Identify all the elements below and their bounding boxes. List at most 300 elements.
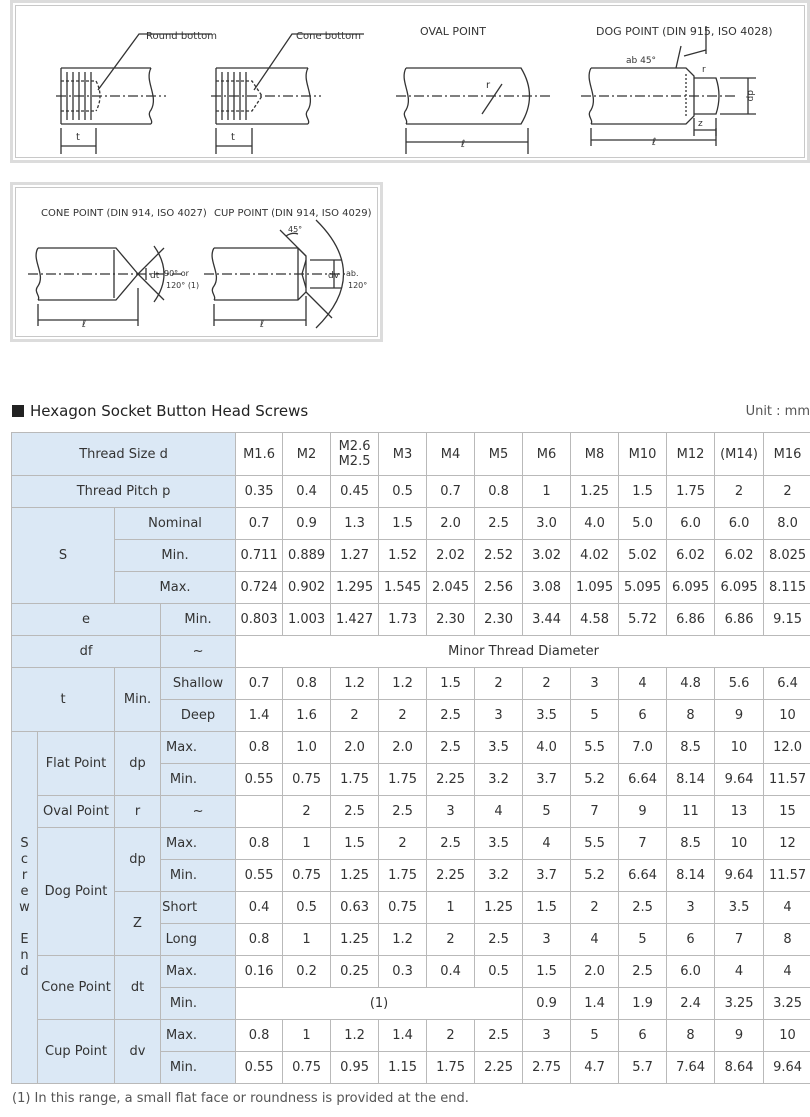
deep-header: Deep: [161, 700, 236, 732]
value-cell: 5: [619, 924, 667, 956]
e-header: e: [12, 604, 161, 636]
size-cell: M1.6: [236, 433, 283, 476]
value-cell: 2.4: [667, 988, 715, 1020]
value-cell: 1.5: [427, 668, 475, 700]
value-cell: 5.095: [619, 572, 667, 604]
value-cell: 1.15: [379, 1052, 427, 1084]
cone-min-header: Min.: [161, 988, 236, 1020]
value-cell: 3.5: [523, 700, 571, 732]
value-cell: 0.75: [283, 860, 331, 892]
value-cell: 1.5: [523, 956, 571, 988]
value-cell: 0.95: [331, 1052, 379, 1084]
value-cell: 8.025: [764, 540, 810, 572]
value-cell: 2: [715, 476, 764, 508]
value-cell: 4.7: [571, 1052, 619, 1084]
value-cell: 1: [283, 1020, 331, 1052]
value-cell: 0.8: [236, 1020, 283, 1052]
value-cell: 4.0: [571, 508, 619, 540]
value-cell: 2: [379, 700, 427, 732]
size-cell-double: [331, 433, 379, 476]
value-cell: 0.902: [283, 572, 331, 604]
value-cell: 0.75: [379, 892, 427, 924]
value-cell: 0.35: [236, 476, 283, 508]
value-cell: 3: [523, 924, 571, 956]
value-cell: 0.4: [236, 892, 283, 924]
table-row: [12, 540, 810, 572]
r-label-dog: r: [702, 65, 706, 75]
value-cell: 3: [475, 700, 523, 732]
thread-pitch-header: Thread Pitch p: [12, 476, 236, 508]
value-cell: 6.02: [715, 540, 764, 572]
value-cell: 10: [764, 700, 810, 732]
value-cell: 9: [715, 1020, 764, 1052]
value-cell: 1.9: [619, 988, 667, 1020]
dog-point-title: DOG POINT (DIN 915, ISO 4028): [596, 25, 773, 38]
value-cell: 2.30: [427, 604, 475, 636]
value-cell: 2.5: [475, 508, 523, 540]
spec-table: [11, 432, 810, 1084]
value-cell: 8.115: [764, 572, 810, 604]
table-row: [12, 828, 810, 860]
section-title: [12, 402, 308, 420]
value-cell: 5.5: [571, 828, 619, 860]
value-cell: 0.9: [523, 988, 571, 1020]
s-min-header: Min.: [115, 540, 236, 572]
dog-point-header: Dog Point: [38, 828, 115, 956]
dv-label: dv: [328, 271, 340, 281]
value-cell: 0.5: [475, 956, 523, 988]
size-cell: M3: [379, 433, 427, 476]
t-header: t: [12, 668, 115, 732]
figure-frame: [15, 5, 805, 158]
figure-point-types-1: [10, 0, 810, 163]
s-max-header: Max.: [115, 572, 236, 604]
size-cell: M2: [283, 433, 331, 476]
dp-label: dp: [745, 90, 755, 102]
value-cell: 3.25: [764, 988, 810, 1020]
value-cell: 2: [427, 1020, 475, 1052]
minor-thread-diameter-cell: Minor Thread Diameter: [236, 636, 810, 668]
value-cell: 7.0: [619, 732, 667, 764]
value-cell: 1.2: [331, 1020, 379, 1052]
value-cell: 0.5: [379, 476, 427, 508]
cup-dv-header: dv: [115, 1020, 161, 1084]
value-cell: 0.16: [236, 956, 283, 988]
value-cell: 2.045: [427, 572, 475, 604]
value-cell: 0.889: [283, 540, 331, 572]
value-cell: 0.45: [331, 476, 379, 508]
value-cell: 0.8: [236, 828, 283, 860]
value-cell: 4: [619, 668, 667, 700]
ab-120-label: 120°: [348, 281, 368, 290]
value-cell: 6.4: [764, 668, 810, 700]
value-cell: 2.56: [475, 572, 523, 604]
value-cell: 1.75: [427, 1052, 475, 1084]
value-cell: 3: [571, 668, 619, 700]
value-cell: 0.4: [427, 956, 475, 988]
value-cell: 2.5: [427, 700, 475, 732]
value-cell: 4.8: [667, 668, 715, 700]
cone-max-header: Max.: [161, 956, 236, 988]
flat-min-header: Min.: [161, 764, 236, 796]
value-cell: 1.4: [236, 700, 283, 732]
size-cell: M8: [571, 433, 619, 476]
value-cell: 3: [427, 796, 475, 828]
cup-point-header: Cup Point: [38, 1020, 115, 1084]
length-l-label-3: ℓ: [82, 319, 87, 330]
depth-t-label-2: t: [231, 132, 235, 143]
value-cell: 7: [571, 796, 619, 828]
value-cell: 5.6: [715, 668, 764, 700]
value-cell: 8.64: [715, 1052, 764, 1084]
value-cell: 3.02: [523, 540, 571, 572]
value-cell: 1.0: [283, 732, 331, 764]
figure-frame: [15, 187, 378, 337]
value-cell: 7: [619, 828, 667, 860]
value-cell: 2: [475, 668, 523, 700]
value-cell: 0.724: [236, 572, 283, 604]
table-row: [12, 732, 810, 764]
point-types-drawing-2: [16, 188, 381, 340]
value-cell: 8.5: [667, 828, 715, 860]
value-cell: 2: [523, 668, 571, 700]
value-cell: 2.0: [331, 732, 379, 764]
value-cell: 7: [715, 924, 764, 956]
value-cell: 0.8: [475, 476, 523, 508]
value-cell: 5: [571, 700, 619, 732]
value-cell: 2.25: [427, 860, 475, 892]
value-cell: 4: [475, 796, 523, 828]
value-cell: 1.25: [571, 476, 619, 508]
value-cell: 3.5: [475, 732, 523, 764]
value-cell: 8.0: [764, 508, 810, 540]
value-cell: 0.63: [331, 892, 379, 924]
value-cell: 8: [667, 700, 715, 732]
flat-max-header: Max.: [161, 732, 236, 764]
size-cell: M4: [427, 433, 475, 476]
value-cell: 3.44: [523, 604, 571, 636]
value-cell: 6.0: [667, 956, 715, 988]
value-cell: 1.52: [379, 540, 427, 572]
ab-label: ab.: [346, 269, 359, 278]
value-cell: 0.8: [236, 924, 283, 956]
value-cell: 11.57: [764, 764, 810, 796]
value-cell: 5.2: [571, 764, 619, 796]
cup-max-header: Max.: [161, 1020, 236, 1052]
value-cell: 3: [667, 892, 715, 924]
table-row: [12, 1020, 810, 1052]
value-cell: 3.2: [475, 764, 523, 796]
screw-end-header: [12, 732, 38, 1084]
short-header: Short: [161, 892, 236, 924]
value-cell: 3.08: [523, 572, 571, 604]
unit-label: Unit : mm: [745, 404, 810, 419]
value-cell: 1.73: [379, 604, 427, 636]
s-header: S: [12, 508, 115, 604]
value-cell: 1.75: [379, 764, 427, 796]
length-l-label-1: ℓ: [461, 139, 466, 150]
cup-min-header: Min.: [161, 1052, 236, 1084]
value-cell: 1.5: [379, 508, 427, 540]
table-row: [12, 476, 810, 508]
value-cell: 1.75: [667, 476, 715, 508]
value-cell: 1: [283, 924, 331, 956]
nominal-header: Nominal: [115, 508, 236, 540]
oval-point-header: Oval Point: [38, 796, 115, 828]
value-cell: 1: [523, 476, 571, 508]
value-cell: 0.3: [379, 956, 427, 988]
value-cell: 6.095: [715, 572, 764, 604]
value-cell: 1.4: [571, 988, 619, 1020]
section-title-text: Hexagon Socket Button Head Screws: [30, 402, 309, 420]
table-row: [12, 892, 810, 924]
value-cell: 0.8: [236, 732, 283, 764]
value-cell: 7.64: [667, 1052, 715, 1084]
length-l-label-2: ℓ: [652, 137, 657, 148]
depth-t-label-1: t: [76, 132, 80, 143]
value-cell: 10: [715, 732, 764, 764]
value-cell: 2: [283, 796, 331, 828]
angle-120-label: 120° (1): [166, 281, 200, 290]
table-row: [12, 604, 810, 636]
dog-dp-header: dp: [115, 828, 161, 892]
value-cell: 2: [427, 924, 475, 956]
value-cell: 8: [764, 924, 810, 956]
value-cell: 3.7: [523, 764, 571, 796]
value-cell: 1.2: [379, 924, 427, 956]
e-min-header: Min.: [161, 604, 236, 636]
value-cell: 4.58: [571, 604, 619, 636]
value-cell: 6.0: [715, 508, 764, 540]
value-cell: 6.86: [715, 604, 764, 636]
size-cell: M2.6: [338, 439, 371, 454]
df-header: df: [12, 636, 161, 668]
value-cell: 2.02: [427, 540, 475, 572]
value-cell: 3: [523, 1020, 571, 1052]
value-cell: 1.545: [379, 572, 427, 604]
table-row: [12, 668, 810, 700]
table-row: [12, 796, 810, 828]
flat-point-header: Flat Point: [38, 732, 115, 796]
value-cell: 6.64: [619, 764, 667, 796]
dog-max-header: Max.: [161, 828, 236, 860]
value-cell: 2: [571, 892, 619, 924]
cone-bottom-label: Cone bottom: [296, 31, 361, 42]
value-cell: 0.4: [283, 476, 331, 508]
value-cell: 2.52: [475, 540, 523, 572]
value-cell: 2.5: [331, 796, 379, 828]
value-cell: 1.5: [331, 828, 379, 860]
value-cell: 9.15: [764, 604, 810, 636]
cone-point-title: CONE POINT (DIN 914, ISO 4027): [41, 208, 207, 219]
value-cell: 8.14: [667, 860, 715, 892]
dt-label: dt: [150, 271, 160, 281]
value-cell: 6: [667, 924, 715, 956]
value-cell: 5.72: [619, 604, 667, 636]
thread-size-header: Thread Size d: [12, 433, 236, 476]
value-cell: 0.55: [236, 764, 283, 796]
value-cell: 5.5: [571, 732, 619, 764]
cup-point-title: CUP POINT (DIN 914, ISO 4029): [214, 208, 372, 219]
value-cell: 2.5: [619, 956, 667, 988]
value-cell: 11: [667, 796, 715, 828]
value-cell: 0.25: [331, 956, 379, 988]
value-cell: 4: [764, 956, 810, 988]
value-cell: 1.75: [331, 764, 379, 796]
value-cell: 5: [571, 1020, 619, 1052]
value-cell: 2: [764, 476, 810, 508]
value-cell: 1.2: [379, 668, 427, 700]
value-cell: 5: [523, 796, 571, 828]
angle-45-label: 45°: [288, 225, 303, 234]
length-l-label-4: ℓ: [260, 319, 265, 330]
size-cell: (M14): [715, 433, 764, 476]
value-cell: 2.5: [475, 1020, 523, 1052]
footnote: (1) In this range, a small flat face or roundness is provided at the end.: [12, 1091, 469, 1106]
value-cell: 6.86: [667, 604, 715, 636]
value-cell: 1.6: [283, 700, 331, 732]
value-cell: 0.9: [283, 508, 331, 540]
t-min-header: Min.: [115, 668, 161, 732]
value-cell: 2.0: [571, 956, 619, 988]
value-cell: 0.75: [283, 764, 331, 796]
value-cell: 1.75: [379, 860, 427, 892]
size-cell: M16: [764, 433, 810, 476]
value-cell: 11.57: [764, 860, 810, 892]
value-cell: 4.02: [571, 540, 619, 572]
size-cell: M10: [619, 433, 667, 476]
value-cell: 1.5: [619, 476, 667, 508]
cone-point-header: Cone Point: [38, 956, 115, 1020]
shallow-header: Shallow: [161, 668, 236, 700]
value-cell: 8.14: [667, 764, 715, 796]
value-cell: 6.095: [667, 572, 715, 604]
value-cell: 12.0: [764, 732, 810, 764]
value-cell: 5.0: [619, 508, 667, 540]
value-cell: 4.0: [523, 732, 571, 764]
size-cell: M6: [523, 433, 571, 476]
figure-point-types-2: [10, 182, 383, 342]
table-row: [12, 956, 810, 988]
value-cell: 0.75: [283, 1052, 331, 1084]
df-tilde: ~: [161, 636, 236, 668]
value-cell: 2.5: [619, 892, 667, 924]
value-cell: 10: [764, 1020, 810, 1052]
value-cell: 2.25: [475, 1052, 523, 1084]
screw-end-text: S c r e w E n d: [19, 835, 30, 979]
value-cell: 0.8: [283, 668, 331, 700]
table-row: [12, 433, 810, 476]
value-cell: 3.5: [715, 892, 764, 924]
value-cell: 2.0: [427, 508, 475, 540]
value-cell: 1.427: [331, 604, 379, 636]
oval-r-header: r: [115, 796, 161, 828]
oval-point-title: OVAL POINT: [420, 25, 486, 38]
value-cell: 6.02: [667, 540, 715, 572]
cone-dt-header: dt: [115, 956, 161, 1020]
value-cell: 3.2: [475, 860, 523, 892]
value-cell: 5.7: [619, 1052, 667, 1084]
value-cell: 6: [619, 1020, 667, 1052]
value-cell: 1.25: [331, 924, 379, 956]
value-cell: 9: [619, 796, 667, 828]
value-cell: 8.5: [667, 732, 715, 764]
value-cell: 2.30: [475, 604, 523, 636]
value-cell: 12: [764, 828, 810, 860]
value-cell: 9.64: [715, 764, 764, 796]
value-cell: 1.2: [331, 668, 379, 700]
value-cell: 0.55: [236, 860, 283, 892]
size-cell: M2.5: [338, 454, 371, 469]
value-cell: 1.4: [379, 1020, 427, 1052]
value-cell: 2.5: [475, 924, 523, 956]
value-cell: 9.64: [764, 1052, 810, 1084]
value-cell: 3.25: [715, 988, 764, 1020]
value-cell: 1.295: [331, 572, 379, 604]
value-cell: 2: [331, 700, 379, 732]
long-header: Long: [161, 924, 236, 956]
value-cell: 8: [667, 1020, 715, 1052]
square-bullet-icon: [12, 405, 24, 417]
value-cell: 0.7: [427, 476, 475, 508]
value-cell: 4: [571, 924, 619, 956]
dog-z-header: Z: [115, 892, 161, 956]
value-cell: 1: [283, 828, 331, 860]
value-cell: 0.7: [236, 668, 283, 700]
value-cell: 5.2: [571, 860, 619, 892]
value-cell: 6.0: [667, 508, 715, 540]
value-cell: 4: [523, 828, 571, 860]
value-cell: 4: [764, 892, 810, 924]
value-cell: 4: [715, 956, 764, 988]
z-label: z: [698, 119, 703, 129]
value-cell: 9: [715, 700, 764, 732]
value-cell: 1.003: [283, 604, 331, 636]
value-cell: 0.711: [236, 540, 283, 572]
value-cell: 1.27: [331, 540, 379, 572]
angle-90-label: 90° or: [164, 269, 189, 278]
table-row: [12, 636, 810, 668]
value-cell: 0.7: [236, 508, 283, 540]
round-bottom-label: Round bottom: [146, 31, 217, 42]
value-cell: 2.0: [379, 732, 427, 764]
value-cell: 2.5: [427, 732, 475, 764]
value-cell: 13: [715, 796, 764, 828]
value-cell: 2.5: [379, 796, 427, 828]
value-cell: 1.5: [523, 892, 571, 924]
table-row: [12, 572, 810, 604]
value-cell: 6: [619, 700, 667, 732]
value-cell: 1.25: [475, 892, 523, 924]
value-cell: 0.5: [283, 892, 331, 924]
value-cell: 5.02: [619, 540, 667, 572]
value-cell: 2.5: [427, 828, 475, 860]
value-cell: 2: [379, 828, 427, 860]
value-cell: 2.25: [427, 764, 475, 796]
radius-r-label: r: [486, 80, 491, 91]
value-cell: 0.803: [236, 604, 283, 636]
value-cell: 0.55: [236, 1052, 283, 1084]
table-row: [12, 508, 810, 540]
size-cell: M5: [475, 433, 523, 476]
value-cell: 0.2: [283, 956, 331, 988]
value-cell: 3.5: [475, 828, 523, 860]
flat-dp-header: dp: [115, 732, 161, 796]
value-cell: 1.25: [331, 860, 379, 892]
value-cell: 3.0: [523, 508, 571, 540]
value-cell: 3.7: [523, 860, 571, 892]
value-cell: 1.095: [571, 572, 619, 604]
